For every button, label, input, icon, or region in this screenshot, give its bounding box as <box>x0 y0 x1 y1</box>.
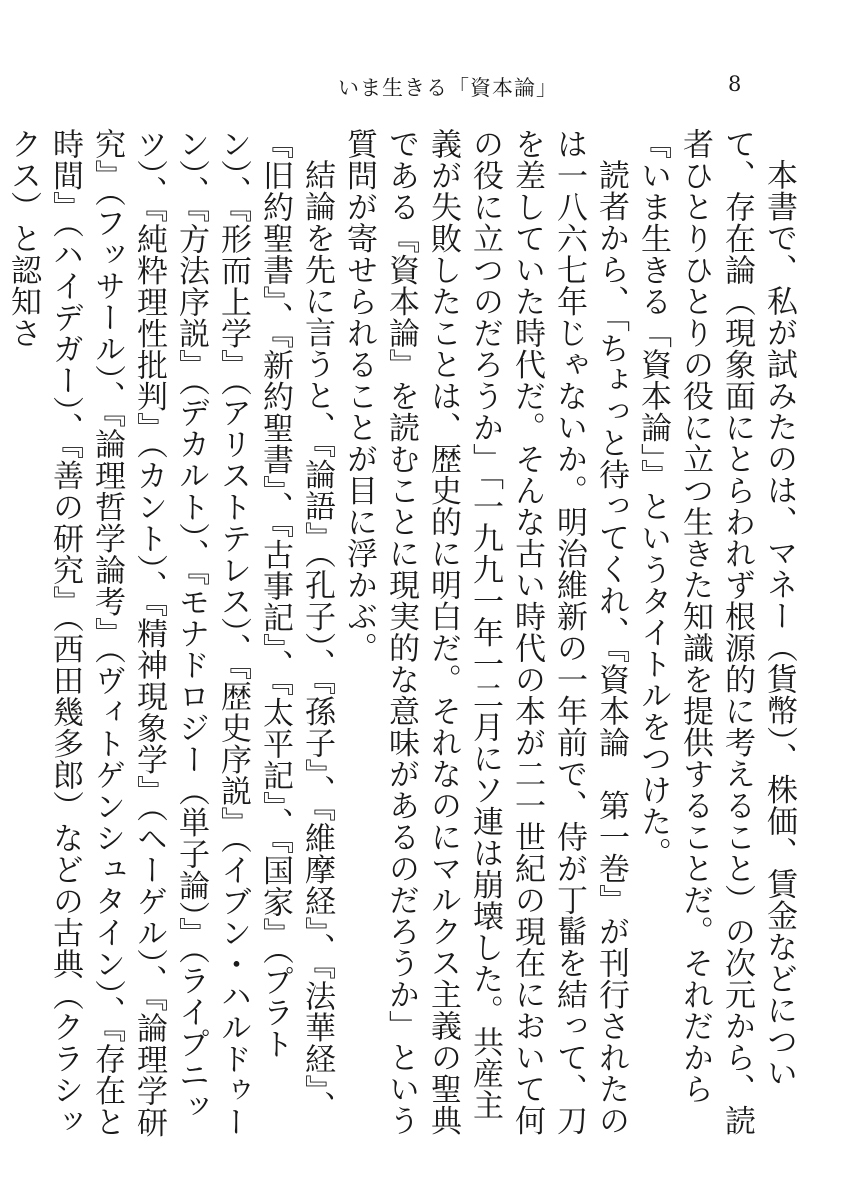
running-title: いま生きる「資本論」 <box>338 76 558 100</box>
paragraph-2: 読者から、「ちょっと待ってくれ、『資本論 第一巻』が刊行されたのは一八六七年じゃないか。明治維新の一年前で、侍が丁髷を結って、刀を差していた時代だ。そんな古い時代の本が二一世紀の現在において何の役に立つのだろうか」「一九九一年一二月にソ連は崩壊した。共産主義が失敗したことは、歴史的に明白だ。それなのにマルクス主義の聖典である『資本論』を読むことに現実的な意味があるのだろうか」という質問が寄せられることが目に浮かぶ。 <box>341 128 629 1136</box>
paragraph-3: 結論を先に言うと、『論語』（孔子）、『孫子』、『維摩経』、『法華経』、『旧約聖書』、『新約聖書』、『古事記』、『太平記』、『国家』（プラトン）、『形而上学』（アリストテレス）、『歴史序説』（イブン・ハルドゥーン）、『方法序説』（デカルト）、『モナドロジー（単子論）』（ライプニッツ）、『純粋理性批判』（カント）、『精神現象学』（ヘーゲル）、『論理学研究』（フッサール）、『論理哲学論考』（ヴィトゲンシュタイン）、『存在と時間』（ハイデガー）、『善の研究』（西田幾多郎）などの古典（クラシックス）と認知さ <box>5 128 335 1138</box>
vertical-body-text <box>5 128 800 1138</box>
paragraph-1: 本書で、私が試みたのは、マネー（貨幣）、株価、賃金などについて、存在論（現象面にとらわれず根源的に考えること）の次元から、読者ひとりひとりの役に立つ生きた知識を提供することだ。それだから『いま生きる「資本論」』というタイトルをつけた。 <box>635 128 797 1136</box>
page-number: 8 <box>728 72 742 96</box>
